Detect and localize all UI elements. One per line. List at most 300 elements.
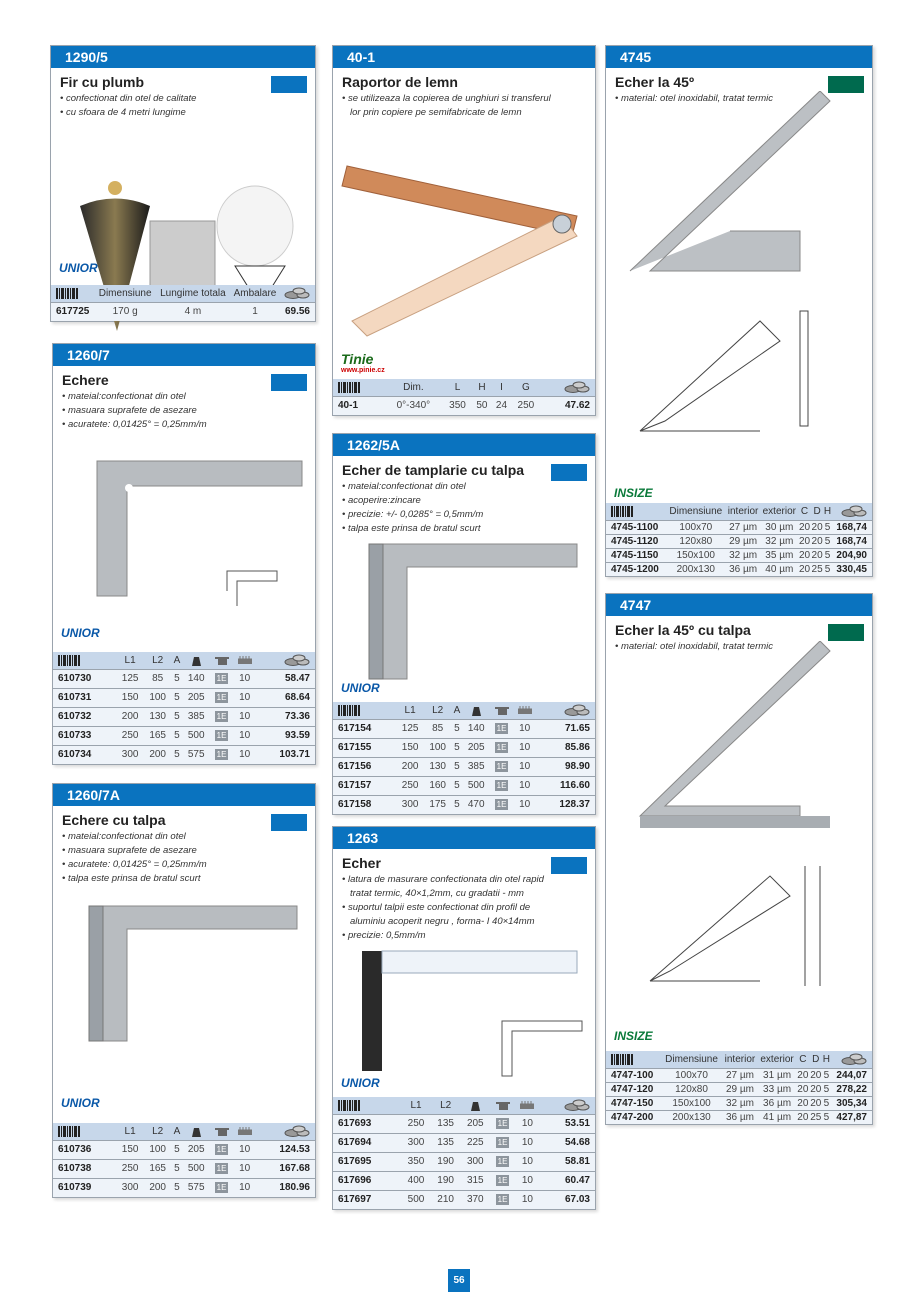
cell: 470 — [462, 795, 490, 814]
column-header: L1 — [116, 1123, 144, 1140]
cell: 10 — [233, 726, 256, 745]
column-header: L2 — [424, 702, 452, 719]
cell: 120x80 — [666, 534, 726, 548]
pack-unit-cell — [210, 1140, 233, 1159]
box-icon — [210, 1123, 233, 1140]
price-table — [606, 503, 872, 576]
table-row — [333, 1171, 595, 1190]
cell: 30 µm — [760, 520, 798, 534]
pack-unit-cell — [490, 1152, 515, 1171]
price: 168,74 — [832, 534, 872, 548]
cell: 20 — [798, 521, 811, 533]
cell: 20 — [798, 563, 811, 575]
article-code: 4745-1200 — [606, 562, 666, 576]
cell: 32 µm — [722, 1096, 758, 1110]
column-header: L2 — [144, 1123, 172, 1140]
feature-item: • precizie: +/- 0,0285° = 0,5mm/m — [342, 509, 484, 520]
pack-unit-cell — [490, 1171, 515, 1190]
cell: 1 — [230, 302, 279, 321]
cell: 10 — [233, 745, 256, 764]
feature-list — [60, 92, 315, 120]
pack-unit-cell — [490, 776, 513, 795]
table-header — [606, 503, 872, 520]
cell: 20 — [797, 1069, 809, 1081]
product-card-1260-7 — [52, 343, 316, 765]
table-header — [333, 702, 595, 719]
column-header: exterior — [758, 1051, 797, 1068]
cell: 20 — [797, 1083, 809, 1095]
table-row — [333, 1114, 595, 1133]
table-row — [333, 738, 595, 757]
pack-unit-cell — [490, 1133, 515, 1152]
cell: 100x70 — [666, 520, 726, 534]
brand-logo-unior — [61, 1096, 100, 1110]
cell: 5 — [451, 719, 462, 738]
table-header — [333, 1097, 595, 1114]
table-row — [333, 1152, 595, 1171]
cell: 20 — [810, 1069, 822, 1081]
cell: 385 — [182, 707, 210, 726]
pack-unit-cell — [210, 707, 233, 726]
cell: 200 — [144, 745, 172, 764]
cell: 33 µm — [758, 1082, 797, 1096]
cell: 300 — [116, 1178, 144, 1197]
pack-unit-cell — [210, 1178, 233, 1197]
article-code: 617157 — [333, 776, 396, 795]
table-row — [51, 302, 315, 321]
color-badge — [828, 624, 864, 641]
cell: 5 — [171, 745, 182, 764]
product-code-header: 1262/5A — [333, 434, 595, 456]
pack-unit-badge: 1E — [216, 731, 227, 740]
product-image-triangle45-base — [610, 641, 868, 1026]
pack-unit-cell — [210, 726, 233, 745]
cell: 205 — [182, 688, 210, 707]
barcode-icon — [53, 1123, 116, 1140]
cell: 130 — [424, 757, 452, 776]
barcode-icon — [333, 379, 384, 396]
cell: 29 µm — [722, 1082, 758, 1096]
table-row — [333, 396, 595, 415]
pack-unit-cell — [210, 688, 233, 707]
cell: 32 µm — [726, 548, 761, 562]
feature-item: • masuara suprafete de asezare — [62, 845, 197, 856]
cell: 300 — [401, 1133, 431, 1152]
price-table — [53, 1123, 315, 1197]
column-header: exterior — [760, 503, 798, 520]
pack-unit-badge: 1E — [496, 762, 507, 771]
column-header: L2 — [431, 1097, 461, 1114]
article-code: 4745-1150 — [606, 548, 666, 562]
price: 54.68 — [540, 1133, 595, 1152]
cell: 200 — [396, 757, 424, 776]
cell: 135 — [431, 1114, 461, 1133]
price: 168,74 — [832, 520, 872, 534]
cell: 315 — [460, 1171, 490, 1190]
table-row — [606, 562, 872, 576]
column-header: L1 — [401, 1097, 431, 1114]
article-code: 610739 — [53, 1178, 116, 1197]
cell: 125 — [396, 719, 424, 738]
pack-unit-badge: 1E — [497, 1157, 508, 1166]
cell: 500 — [182, 1159, 210, 1178]
cell: 50 — [472, 396, 492, 415]
ruler-icon — [515, 1097, 540, 1114]
cell: 150 — [116, 688, 144, 707]
article-code: 617694 — [333, 1133, 401, 1152]
cell: 210 — [431, 1190, 461, 1209]
cell: 300 — [116, 745, 144, 764]
product-card-1290-5 — [50, 45, 316, 322]
cell: 350 — [401, 1152, 431, 1171]
product-code-header: 1260/7A — [53, 784, 315, 806]
table-row — [53, 1140, 315, 1159]
cell: 190 — [431, 1152, 461, 1171]
cell: 100 — [144, 1140, 172, 1159]
feature-item: • cu sfoara de 4 metri lungime — [60, 107, 186, 118]
cell: 350 — [443, 396, 472, 415]
cell: 5 — [824, 563, 831, 575]
feature-item: • talpa este prinsa de bratul scurt — [342, 523, 481, 534]
cell: 5 — [171, 1178, 182, 1197]
product-image-square — [57, 446, 311, 611]
table-row — [333, 719, 595, 738]
cell: 175 — [424, 795, 452, 814]
cell: 5 — [824, 549, 831, 561]
color-badge — [271, 814, 307, 831]
pack-unit-badge: 1E — [216, 693, 227, 702]
brand-logo-insize — [614, 1029, 653, 1043]
article-code: 617696 — [333, 1171, 401, 1190]
cell: 190 — [431, 1171, 461, 1190]
cell: 10 — [513, 719, 536, 738]
cell: 225 — [460, 1133, 490, 1152]
feature-item: • masuara suprafete de asezare — [62, 405, 197, 416]
coins-icon — [536, 702, 595, 719]
brand-logo-unior — [341, 681, 380, 695]
article-code: 610731 — [53, 688, 116, 707]
cell: 5 — [171, 1159, 182, 1178]
price: 305,34 — [831, 1096, 872, 1110]
cell: 500 — [462, 776, 490, 795]
price: 244,07 — [831, 1068, 872, 1082]
product-code-header: 1290/5 — [51, 46, 315, 68]
price-table — [51, 285, 315, 321]
cell: 5 — [823, 1097, 830, 1109]
coins-icon — [279, 285, 315, 302]
table-row — [606, 548, 872, 562]
product-card-1263 — [332, 826, 596, 1210]
cell: 300 — [396, 795, 424, 814]
price: 167.68 — [256, 1159, 315, 1178]
logo-text: UNIOR — [341, 681, 380, 695]
table-row — [606, 1096, 872, 1110]
column-header: G — [511, 379, 540, 396]
cell: 29 µm — [726, 534, 761, 548]
cell: 20 — [798, 549, 811, 561]
cell: 20 — [811, 549, 823, 561]
table-row — [53, 1159, 315, 1178]
article-code: 610736 — [53, 1140, 116, 1159]
ruler-icon — [513, 702, 536, 719]
article-code: 610733 — [53, 726, 116, 745]
feature-item: • suportul talpii este confectionat din profil de aluminiu acoperit negru , forma- I 40×14mm — [342, 902, 535, 927]
price-table — [333, 702, 595, 814]
cell: 5 — [823, 1083, 830, 1095]
cell: 5 — [171, 1140, 182, 1159]
price: 67.03 — [540, 1190, 595, 1209]
table-header — [53, 652, 315, 669]
column-header: C — [796, 1051, 809, 1068]
cell: 36 µm — [758, 1096, 797, 1110]
article-code: 4747-100 — [606, 1068, 661, 1082]
product-image-protractor — [337, 146, 591, 351]
cell: 170 g — [95, 302, 155, 321]
cell: 10 — [515, 1171, 540, 1190]
price: 60.47 — [540, 1171, 595, 1190]
price: 204,90 — [832, 548, 872, 562]
product-code-header: 4747 — [606, 594, 872, 616]
cell: 5 — [824, 521, 831, 533]
cell: 10 — [513, 776, 536, 795]
column-header: A — [451, 702, 462, 719]
logo-text: UNIOR — [61, 1096, 100, 1110]
cell: 575 — [182, 1178, 210, 1197]
column-header: interior — [726, 503, 761, 520]
price: 68.64 — [256, 688, 315, 707]
cell: 10 — [513, 795, 536, 814]
article-code: 617156 — [333, 757, 396, 776]
feature-item: • acuratete: 0,01425° = 0,25mm/m — [62, 419, 207, 430]
cell: 10 — [513, 738, 536, 757]
product-card-40-1 — [332, 45, 596, 416]
cell: 125 — [116, 669, 144, 688]
cell: 10 — [515, 1114, 540, 1133]
table-row — [606, 1082, 872, 1096]
pack-unit-badge: 1E — [216, 1145, 227, 1154]
cell: 5 — [451, 757, 462, 776]
table-header — [606, 1051, 872, 1068]
weight-icon — [182, 1123, 210, 1140]
column-header: D — [809, 1051, 822, 1068]
weight-icon — [460, 1097, 490, 1114]
product-code-header: 1260/7 — [53, 344, 315, 366]
cell: 135 — [431, 1133, 461, 1152]
barcode-icon — [606, 503, 666, 520]
price: 53.51 — [540, 1114, 595, 1133]
product-card-4747 — [605, 593, 873, 1125]
cell: 4 m — [155, 302, 230, 321]
price: 330,45 — [832, 562, 872, 576]
pack-unit-cell — [210, 1159, 233, 1178]
logo-url: www.pinie.cz — [341, 367, 385, 374]
article-code: 617154 — [333, 719, 396, 738]
pack-unit-badge: 1E — [216, 674, 227, 683]
product-title: Echer la 45º cu talpa — [615, 622, 751, 638]
color-badge — [551, 857, 587, 874]
cell: 160 — [424, 776, 452, 795]
cell: 5 — [824, 535, 831, 547]
price: 128.37 — [536, 795, 595, 814]
cell: 20 — [797, 1097, 809, 1109]
column-header: D — [811, 503, 824, 520]
brand-logo-insize — [614, 486, 653, 500]
column-header: L1 — [396, 702, 424, 719]
product-title: Fir cu plumb — [60, 74, 144, 90]
coins-icon — [540, 1097, 595, 1114]
feature-list — [342, 92, 595, 120]
cell: 20 — [810, 1097, 822, 1109]
cell: 150 — [116, 1140, 144, 1159]
pack-unit-badge: 1E — [497, 1176, 508, 1185]
cell: 205 — [462, 738, 490, 757]
price: 180.96 — [256, 1178, 315, 1197]
table-row — [53, 707, 315, 726]
pack-unit-badge: 1E — [497, 1138, 508, 1147]
logo-text: INSIZE — [614, 1029, 653, 1043]
cell: 25 — [810, 1111, 822, 1123]
feature-item: • material: otel inoxidabil, tratat termic — [615, 93, 774, 104]
column-header: H — [823, 503, 831, 520]
cell: 27 µm — [726, 520, 761, 534]
weight-icon — [462, 702, 490, 719]
pack-unit-cell — [490, 1114, 515, 1133]
pack-unit-badge: 1E — [497, 1119, 508, 1128]
product-card-1262-5a — [332, 433, 596, 815]
table-row — [333, 1190, 595, 1209]
cell: 250 — [116, 726, 144, 745]
cell: 40 µm — [760, 562, 798, 576]
pack-unit-cell — [490, 719, 513, 738]
table-row — [606, 520, 872, 534]
price-table — [606, 1051, 872, 1124]
column-header: A — [171, 652, 182, 669]
pack-unit-badge: 1E — [496, 781, 507, 790]
table-row — [333, 795, 595, 814]
table-row — [53, 688, 315, 707]
price: 58.47 — [256, 669, 315, 688]
table-row — [53, 745, 315, 764]
cell: 31 µm — [758, 1068, 797, 1082]
barcode-icon — [606, 1051, 661, 1068]
pack-unit-cell — [210, 745, 233, 764]
price: 58.81 — [540, 1152, 595, 1171]
page-number: 56 — [448, 1269, 470, 1292]
cell: 5 — [823, 1111, 830, 1123]
article-code: 610730 — [53, 669, 116, 688]
cell: 500 — [401, 1190, 431, 1209]
feature-item: • mateial:confectionat din otel — [62, 391, 186, 402]
barcode-icon — [51, 285, 95, 302]
cell: 5 — [823, 1069, 830, 1081]
price: 98.90 — [536, 757, 595, 776]
table-row — [53, 726, 315, 745]
cell: 5 — [171, 707, 182, 726]
table-row — [606, 1068, 872, 1082]
cell: 250 — [116, 1159, 144, 1178]
cell: 165 — [144, 1159, 172, 1178]
price: 278,22 — [831, 1082, 872, 1096]
cell: 140 — [462, 719, 490, 738]
price: 116.60 — [536, 776, 595, 795]
product-card-1260-7a — [52, 783, 316, 1198]
cell: 100 — [144, 688, 172, 707]
article-code: 4747-120 — [606, 1082, 661, 1096]
column-header: Dim. — [384, 379, 443, 396]
cell: 10 — [233, 669, 256, 688]
price: 93.59 — [256, 726, 315, 745]
column-header: L2 — [144, 652, 172, 669]
logo-text: UNIOR — [61, 626, 100, 640]
product-title: Raportor de lemn — [342, 74, 458, 90]
pack-unit-cell — [490, 795, 513, 814]
product-image-triangle45 — [610, 91, 868, 486]
coins-icon — [541, 379, 595, 396]
cell: 20 — [811, 521, 823, 533]
cell: 10 — [233, 1140, 256, 1159]
article-code: 617155 — [333, 738, 396, 757]
column-header: L1 — [116, 652, 144, 669]
pack-unit-badge: 1E — [496, 743, 507, 752]
column-header: C — [798, 503, 811, 520]
brand-logo-tinie — [341, 351, 385, 374]
cell: 20 — [798, 535, 811, 547]
cell: 5 — [171, 688, 182, 707]
cell: 10 — [515, 1152, 540, 1171]
feature-item: • mateial:confectionat din otel — [62, 831, 186, 842]
feature-item: • se utilizeaza la copiereа de unghiuri si transferul lor prin copiere pe semifabricate de lemn — [342, 93, 551, 118]
cell: 10 — [515, 1190, 540, 1209]
barcode-icon — [333, 702, 396, 719]
feature-item: • acoperire:zincare — [342, 495, 421, 506]
cell: 150 — [396, 738, 424, 757]
table-header — [51, 285, 315, 302]
price-table — [333, 379, 595, 415]
column-header: H — [472, 379, 492, 396]
column-header: interior — [722, 1051, 758, 1068]
cell: 35 µm — [760, 548, 798, 562]
feature-item: • talpa este prinsa de bratul scurt — [62, 873, 201, 884]
feature-item: • acuratete: 0,01425° = 0,25mm/m — [62, 859, 207, 870]
price: 85.86 — [536, 738, 595, 757]
cell: 205 — [182, 1140, 210, 1159]
pack-unit-badge: 1E — [216, 712, 227, 721]
cell: 200 — [144, 1178, 172, 1197]
column-header: A — [171, 1123, 182, 1140]
cell: 24 — [492, 396, 512, 415]
coins-icon — [831, 1051, 872, 1068]
table-row — [333, 776, 595, 795]
price: 103.71 — [256, 745, 315, 764]
price: 124.53 — [256, 1140, 315, 1159]
brand-logo-unior — [341, 1076, 380, 1090]
cell: 27 µm — [722, 1068, 758, 1082]
feature-list — [62, 830, 315, 886]
pack-unit-cell — [490, 738, 513, 757]
cell: 10 — [513, 757, 536, 776]
cell: 10 — [233, 707, 256, 726]
product-image-ruler-square — [337, 941, 591, 1086]
cell: 100 — [424, 738, 452, 757]
column-header: Lungime totala — [155, 285, 230, 302]
cell: 250 — [396, 776, 424, 795]
article-code: 40-1 — [333, 396, 384, 415]
price: 71.65 — [536, 719, 595, 738]
product-card-4745 — [605, 45, 873, 577]
weight-icon — [182, 652, 210, 669]
color-badge — [271, 76, 307, 93]
cell: 500 — [182, 726, 210, 745]
